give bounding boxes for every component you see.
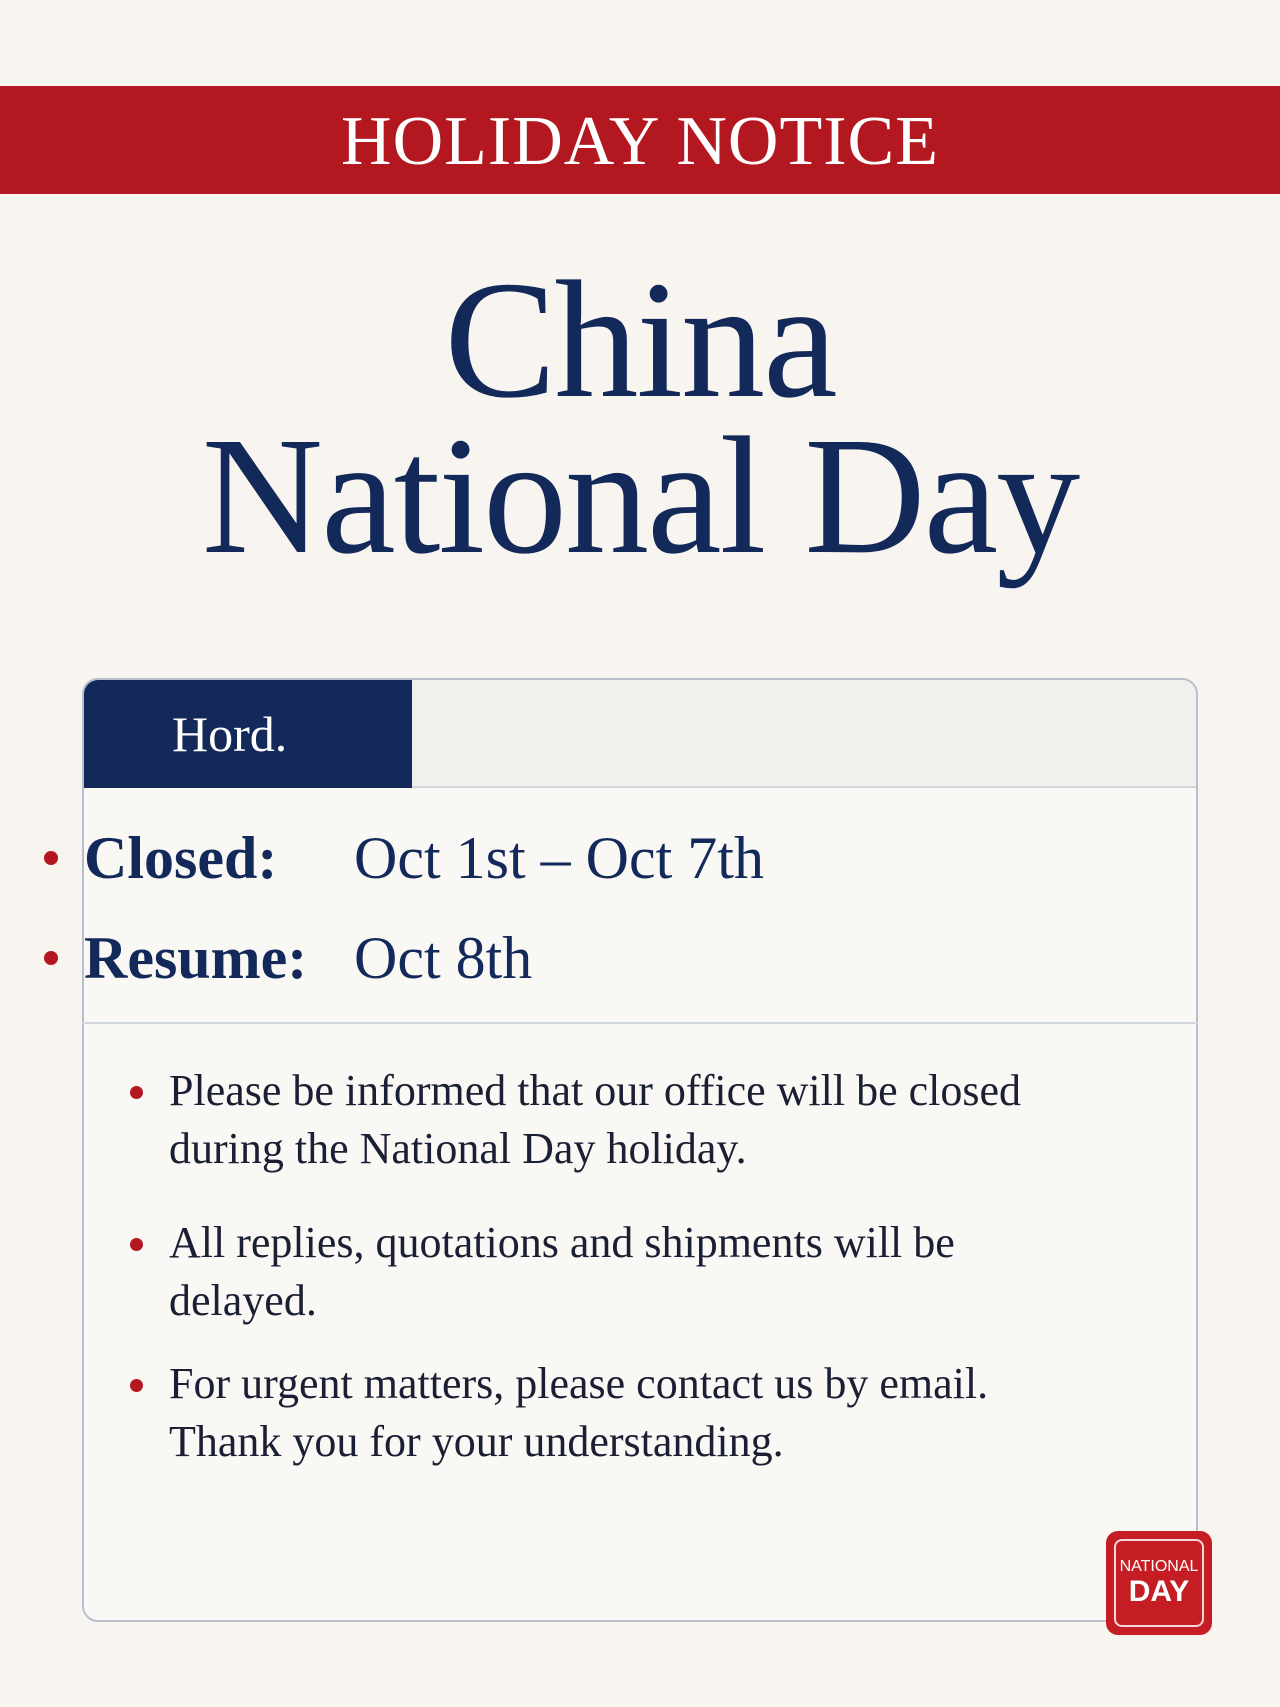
- note-item: [130, 1062, 1170, 1178]
- note-item: [130, 1355, 1170, 1471]
- note-text: [169, 1355, 988, 1471]
- note-text: [169, 1214, 955, 1330]
- note-item: [130, 1214, 1170, 1330]
- card-tab-label: Hord.: [172, 706, 288, 762]
- header-banner: [0, 86, 1280, 194]
- note-line: Thank you for your understanding.: [169, 1417, 784, 1466]
- bullet-dot: [130, 1379, 143, 1392]
- card-header: [84, 680, 1196, 788]
- card-tab: [84, 680, 412, 788]
- bullet-dot: [44, 851, 58, 865]
- note-line: For urgent matters, please contact us by email.: [169, 1359, 989, 1408]
- national-day-stamp: [1108, 1533, 1210, 1633]
- hero-title-line-1: China: [444, 247, 836, 433]
- banner-title: HOLIDAY NOTICE: [341, 103, 939, 180]
- note-text: [169, 1062, 1021, 1178]
- hero-title: [0, 247, 1280, 589]
- note-line: during the National Day holiday.: [169, 1124, 747, 1173]
- bullet-dot: [44, 951, 58, 965]
- resume-value: Oct 8th: [354, 924, 533, 991]
- resume-row: [44, 923, 532, 993]
- hero-title-line-2: National Day: [201, 403, 1079, 589]
- resume-label: Resume:: [84, 924, 308, 991]
- bullet-dot: [130, 1086, 143, 1099]
- note-line: delayed.: [169, 1276, 317, 1325]
- stamp-border: [1114, 1539, 1204, 1627]
- stamp-text-line-1: NATIONAL: [1119, 1558, 1199, 1575]
- note-line: Please be informed that our office will be closed: [169, 1066, 1022, 1115]
- bullet-dot: [130, 1238, 143, 1251]
- closed-row: [44, 823, 764, 893]
- closed-value: Oct 1st – Oct 7th: [354, 824, 764, 891]
- note-line: All replies, quotations and shipments will be: [169, 1218, 955, 1267]
- closed-label: Closed:: [84, 824, 278, 891]
- card-divider: [82, 1022, 1198, 1024]
- stamp-text-line-2: DAY: [1128, 1575, 1190, 1608]
